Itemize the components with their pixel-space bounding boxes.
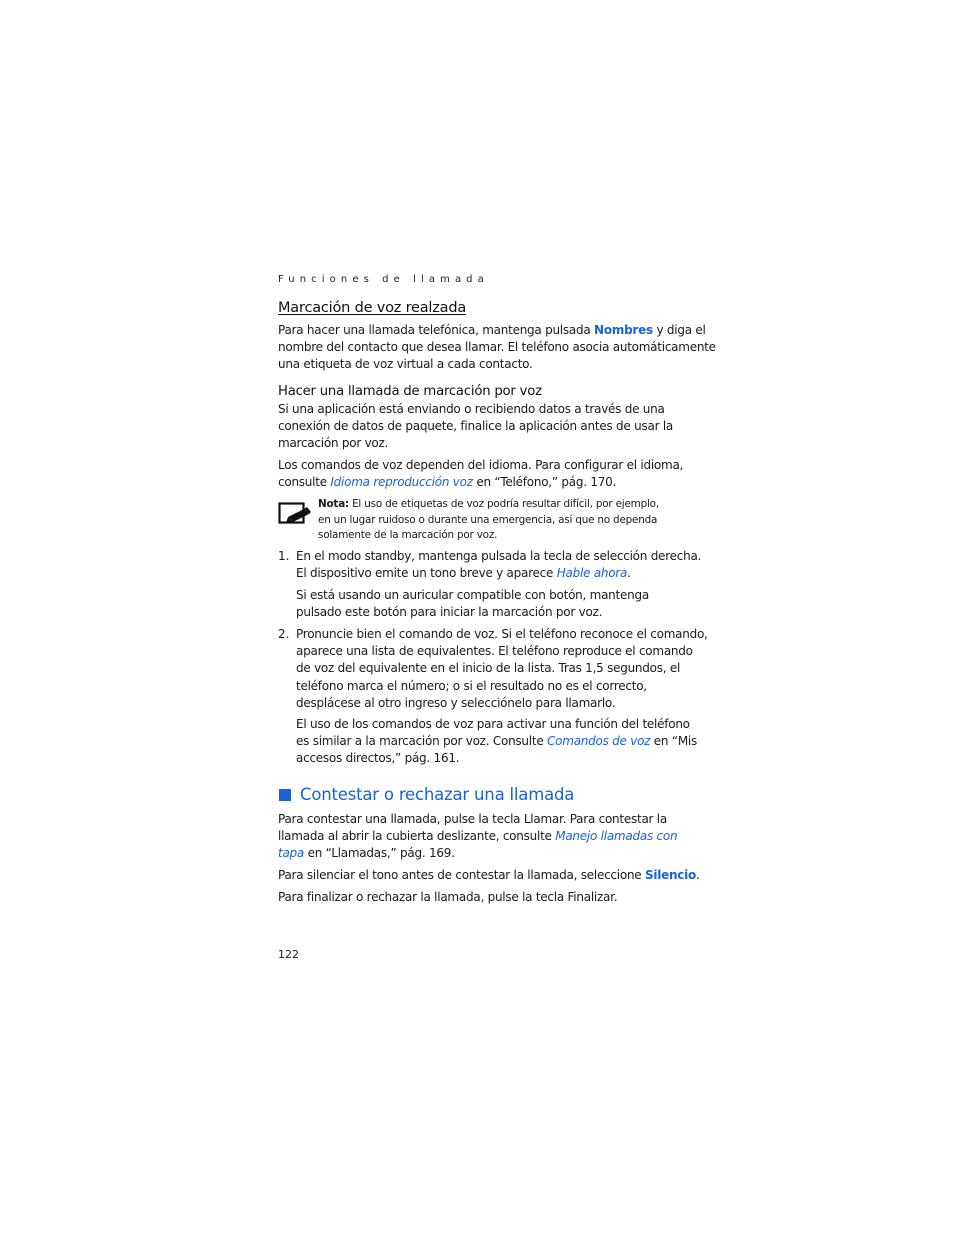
p1-line-1: Si una aplicación está enviando o recibiendo datos a través de una xyxy=(278,402,665,416)
silence-paragraph xyxy=(278,867,700,884)
note-line-3: solamente de la marcación por voz. xyxy=(318,529,498,542)
language-paragraph xyxy=(278,457,684,491)
intro-line-3: una etiqueta de voz virtual a cada contacto. xyxy=(278,357,533,372)
step-1-extra-line-1: Si está usando un auricular compatible con botón, mantenga xyxy=(296,588,649,602)
section-title: Contestar o rechazar una llamada xyxy=(300,785,575,804)
p2-line-1: Los comandos de voz dependen del idioma. Para configurar el idioma, xyxy=(278,458,684,472)
silence-text-a: Para silenciar el tono antes de contestar la llamada, seleccione xyxy=(278,868,645,882)
manejo-llamadas-link-part-1[interactable]: Manejo llamadas con xyxy=(555,829,678,844)
note-line-1 xyxy=(318,497,668,513)
step-1-text-a: El dispositivo emite un tono breve y aparece xyxy=(296,566,557,581)
p2-text-a: consulte xyxy=(278,475,331,490)
note-pencil-icon xyxy=(278,502,312,524)
intro-text-a: Para hacer una llamada telefónica, mantenga pulsada xyxy=(278,323,595,337)
step-2-line-4: teléfono marca el número; o si el resultado no es el correcto, xyxy=(296,678,647,693)
running-header: Funciones de llamada xyxy=(278,274,489,285)
end-call-line-1: Para finalizar o rechazar la llamada, pulse la tecla Finalizar. xyxy=(278,890,618,904)
step-1-extra xyxy=(296,587,676,621)
answer-line-2 xyxy=(278,828,678,845)
hable-ahora-link[interactable]: Hable ahora xyxy=(556,566,628,581)
p2-line-2 xyxy=(278,474,673,491)
answer-text-b: en “Llamadas,” pág. 169. xyxy=(304,846,455,861)
silencio-link[interactable]: Silencio xyxy=(645,868,697,882)
note-label: Nota: xyxy=(318,498,349,510)
answer-line-3 xyxy=(278,845,673,862)
subsection-heading: Hacer una llamada de marcación por voz xyxy=(278,384,542,399)
p2-text-b: en “Teléfono,” pág. 170. xyxy=(472,475,617,490)
page-number: 122 xyxy=(278,948,299,961)
idioma-reproduccion-voz-link[interactable]: Idioma reproducción voz xyxy=(330,475,473,490)
intro-paragraph xyxy=(278,322,716,374)
answer-text-a: llamada al abrir la cubierta deslizante, consulte xyxy=(278,829,556,844)
comandos-de-voz-link[interactable]: Comandos de voz xyxy=(547,734,651,749)
step-2-extra-text-a: es similar a la marcación por voz. Consulte xyxy=(296,734,548,749)
step-2-extra xyxy=(296,716,698,768)
silence-line-1 xyxy=(278,867,700,884)
section-heading-marcacion: Marcación de voz realzada xyxy=(278,300,467,316)
end-call-paragraph xyxy=(278,889,673,906)
step-1-text xyxy=(296,548,702,582)
data-connection-paragraph xyxy=(278,401,673,453)
step-2-line-1: Pronuncie bien el comando de voz. Si el teléfono reconoce el comando, xyxy=(296,627,708,641)
step-2-text xyxy=(296,626,708,712)
step-2-line-3: de voz del equivalente en el inicio de la lista. Tras 1,5 segundos, el xyxy=(296,661,681,676)
silence-text-b: . xyxy=(696,868,700,882)
step-2-line-5: desplácese al otro ingreso y selecciónelo para llamarlo. xyxy=(296,695,616,710)
p1-line-3: marcación por voz. xyxy=(278,436,389,451)
step-1-line-1: En el modo standby, mantenga pulsada la tecla de selección derecha. xyxy=(296,549,702,563)
step-2-extra-text-b: en “Mis xyxy=(650,734,698,749)
step-2-extra-line-1: El uso de los comandos de voz para activar una función del teléfono xyxy=(296,717,690,731)
step-number-1: 1. xyxy=(278,549,290,563)
intro-line-2: nombre del contacto que desea llamar. El teléfono asocia automáticamente xyxy=(278,340,716,355)
step-2-line-2: aparece una lista de equivalentes. El teléfono reproduce el comando xyxy=(296,644,693,659)
nombres-link[interactable]: Nombres xyxy=(594,323,653,337)
answer-line-1: Para contestar una llamada, pulse la tecla Llamar. Para contestar la xyxy=(278,812,667,826)
step-2-extra-line-3: accesos directos,” pág. 161. xyxy=(296,751,460,766)
note-line-2: en un lugar ruidoso o durante una emergencia, así que no dependa xyxy=(318,513,658,526)
p1-line-2: conexión de datos de paquete, finalice la aplicación antes de usar la xyxy=(278,419,674,434)
intro-text-b: y diga el xyxy=(652,323,706,337)
note-text-1: El uso de etiquetas de voz podría resultar difícil, por ejemplo, xyxy=(348,498,659,510)
section-square-icon xyxy=(279,789,291,801)
step-1-text-b: . xyxy=(627,566,631,581)
answer-paragraph xyxy=(278,811,678,863)
step-number-2: 2. xyxy=(278,627,290,641)
intro-line-1 xyxy=(278,322,706,339)
step-2-extra-line-2 xyxy=(296,733,698,750)
step-1-extra-line-2: pulsado este botón para iniciar la marcación por voz. xyxy=(296,605,603,620)
note-box xyxy=(318,497,668,544)
manejo-llamadas-link-part-2[interactable]: tapa xyxy=(278,846,305,861)
step-1-line-2 xyxy=(296,565,676,582)
